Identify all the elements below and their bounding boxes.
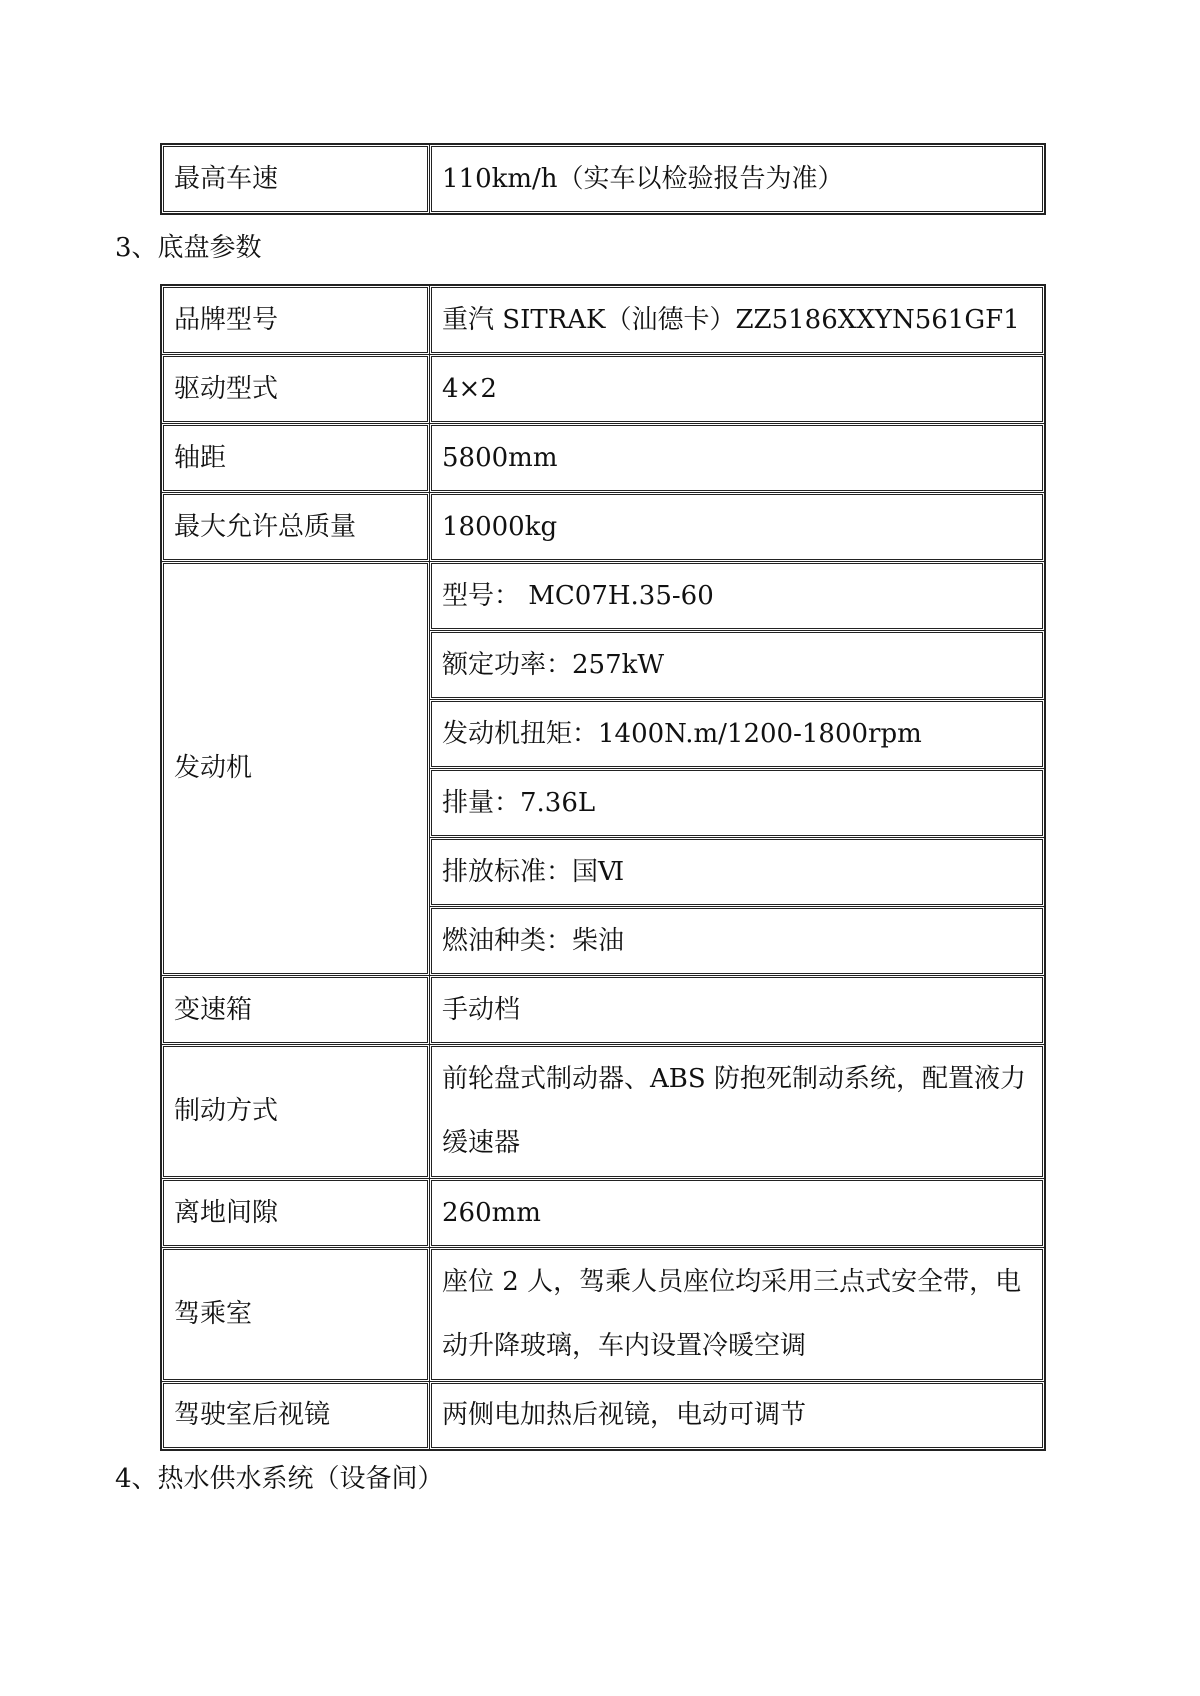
clearance-value: 260mm — [430, 1178, 1046, 1247]
wheelbase-label: 轴距 — [161, 423, 430, 492]
table-row — [161, 561, 1045, 630]
gvw-value: 18000kg — [430, 492, 1046, 561]
drive-value: 4×2 — [430, 354, 1046, 423]
table-row — [161, 423, 1045, 492]
table-row — [161, 1044, 1045, 1178]
table-row — [161, 1381, 1045, 1450]
engine-power: 额定功率：257kW — [430, 630, 1046, 699]
table-row — [161, 285, 1045, 354]
table-row — [161, 354, 1045, 423]
table-row — [161, 1178, 1045, 1247]
drive-label: 驱动型式 — [161, 354, 430, 423]
brake-value: 前轮盘式制动器、ABS 防抱死制动系统，配置液力缓速器 — [430, 1044, 1046, 1178]
engine-emission: 排放标准：国Ⅵ — [430, 837, 1046, 906]
max-speed-value: 110km/h（实车以检验报告为准） — [430, 144, 1046, 214]
clearance-label: 离地间隙 — [161, 1178, 430, 1247]
table-row — [161, 1247, 1045, 1381]
brand-label: 品牌型号 — [161, 285, 430, 354]
table-row — [161, 144, 1045, 214]
brand-value: 重汽 SITRAK（汕德卡）ZZ5186XXYN561GF1 — [430, 285, 1046, 354]
brake-label: 制动方式 — [161, 1044, 430, 1178]
engine-fuel: 燃油种类：柴油 — [430, 906, 1046, 975]
engine-model: 型号： MC07H.35-60 — [430, 561, 1046, 630]
section-3-heading: 3、底盘参数 — [115, 233, 262, 263]
gearbox-value: 手动档 — [430, 975, 1046, 1044]
mirror-label: 驾驶室后视镜 — [161, 1381, 430, 1450]
mirror-value: 两侧电加热后视镜，电动可调节 — [430, 1381, 1046, 1450]
wheelbase-value: 5800mm — [430, 423, 1046, 492]
engine-displacement: 排量：7.36L — [430, 768, 1046, 837]
table-row — [161, 975, 1045, 1044]
gearbox-label: 变速箱 — [161, 975, 430, 1044]
max-speed-label: 最高车速 — [161, 144, 430, 214]
engine-label: 发动机 — [161, 561, 430, 975]
section-4-heading: 4、热水供水系统（设备间） — [115, 1464, 444, 1494]
table-row — [161, 492, 1045, 561]
cab-value: 座位 2 人，驾乘人员座位均采用三点式安全带，电动升降玻璃，车内设置冷暖空调 — [430, 1247, 1046, 1381]
engine-torque: 发动机扭矩：1400N.m/1200-1800rpm — [430, 699, 1046, 768]
cab-label: 驾乘室 — [161, 1247, 430, 1381]
chassis-spec-table — [160, 284, 1046, 1451]
top-spec-table — [160, 143, 1046, 215]
gvw-label: 最大允许总质量 — [161, 492, 430, 561]
